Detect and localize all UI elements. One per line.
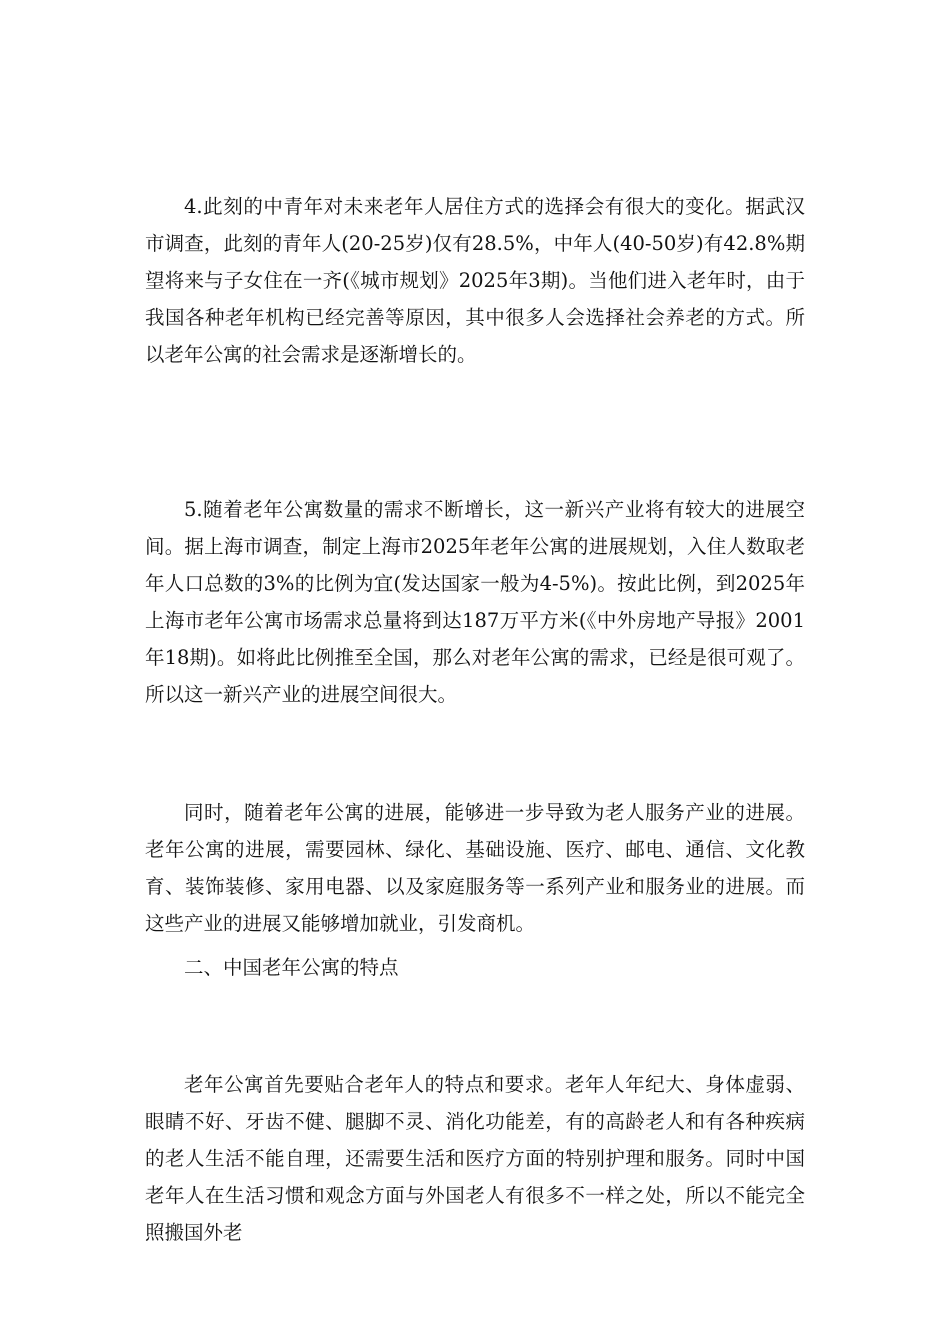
section-heading: 二、中国老年公寓的特点 [184, 956, 399, 979]
paragraph-features: 老年公寓首先要贴合老年人的特点和要求。老年人年纪大、身体虚弱、眼睛不好、牙齿不健、腿脚不灵、消化功能差，有的高龄老人和有各种疾病的老人生活不能自理，还需要生活和医疗方面的特别护理和服务。同时中国老年人在生活习惯和观念方面与外国老人有很多不一样之处，所以不能完全照搬国外老 [145, 1073, 805, 1244]
paragraph-meanwhile: 同时，随着老年公寓的进展，能够进一步导致为老人服务产业的进展。老年公寓的进展，需要园林、绿化、基础设施、医疗、邮电、通信、文化教育、装饰装修、家用电器、以及家庭服务等一系列产业和服务业的进展。而这些产业的进展又能够增加就业，引发商机。 [145, 801, 805, 935]
paragraph-5: 5.随着老年公寓数量的需求不断增长，这一新兴产业将有较大的进展空间。据上海市调查，制定上海市2025年老年公寓的进展规划，入住人数取老年人口总数的3%的比例为宜(发达国家一般为4-5%)。按此比例，到2025年上海市老年公寓市场需求总量将到达187万平方米(《中外房地产导报》2001年18期)。如将此比例推至全国，那么对老年公寓的需求，已经是很可观了。所以这一新兴产业的进展空间很大。 [145, 498, 805, 706]
paragraph-4: 4.此刻的中青年对未来老年人居住方式的选择会有很大的变化。据武汉市调查，此刻的青年人(20-25岁)仅有28.5%，中年人(40-50岁)有42.8%期望将来与子女住在一齐(《城市规划》2025年3期)。当他们进入老年时，由于我国各种老年机构已经完善等原因，其中很多人会选择社会养老的方式。所以老年公寓的社会需求是逐渐增长的。 [145, 195, 805, 366]
